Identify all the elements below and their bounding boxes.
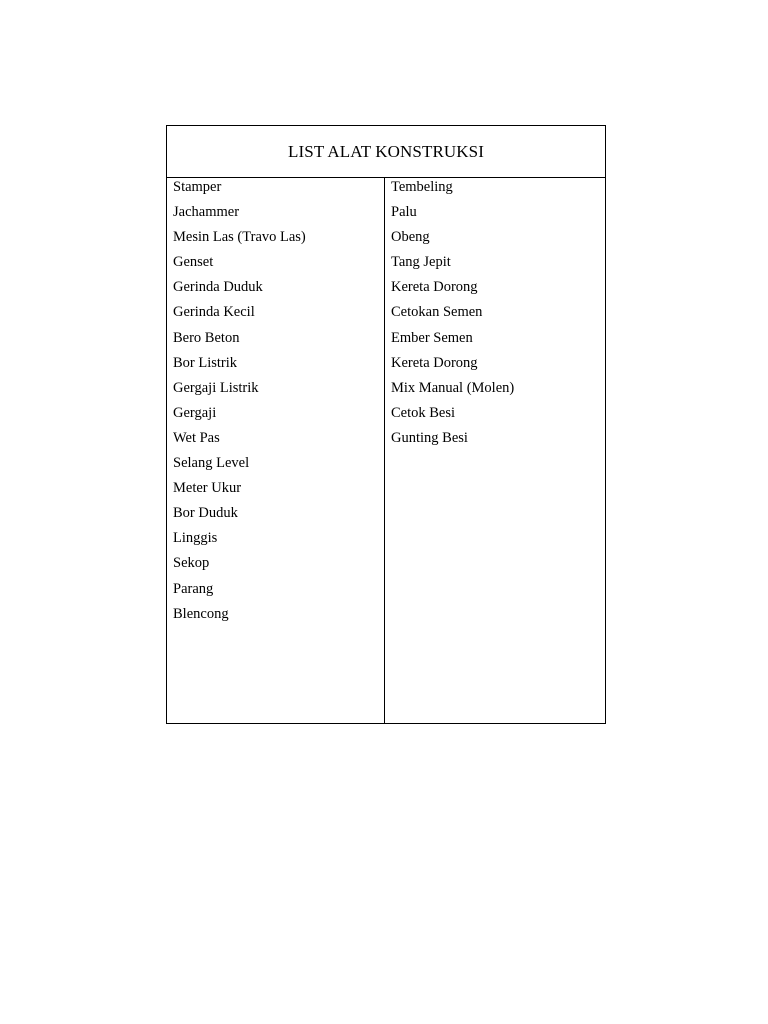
list-item: Bor Duduk: [173, 505, 238, 522]
list-item: Genset: [173, 254, 214, 271]
list-item: Sekop: [173, 555, 210, 572]
list-item: Bor Listrik: [173, 354, 238, 371]
list-item: Parang: [173, 580, 214, 597]
right-column: [385, 178, 605, 723]
left-column: [167, 178, 385, 723]
list-item: Linggis: [173, 530, 218, 547]
list-item: Selang Level: [173, 455, 250, 472]
list-item: Gergaji Listrik: [173, 379, 259, 396]
list-item: Bero Beton: [173, 329, 240, 346]
list-item: Stamper: [173, 179, 222, 195]
list-item: Cetokan Semen: [391, 304, 483, 321]
right-tool-list: [385, 178, 605, 454]
list-item: Tang Jepit: [391, 254, 451, 271]
list-item: Palu: [391, 204, 417, 221]
table-title: LIST ALAT KONSTRUKSI: [167, 126, 605, 178]
list-item: Ember Semen: [391, 329, 473, 346]
list-item: Blencong: [173, 605, 229, 622]
list-item: Gerinda Duduk: [173, 279, 263, 296]
list-item: Meter Ukur: [173, 480, 242, 497]
list-item: Tembeling: [391, 179, 453, 195]
left-tool-list: [167, 178, 384, 630]
list-item: Mix Manual (Molen): [391, 379, 515, 396]
list-item: Cetok Besi: [391, 404, 456, 421]
list-item: Gunting Besi: [391, 429, 468, 446]
list-item: Kereta Dorong: [391, 279, 478, 296]
list-item: Jachammer: [173, 204, 240, 221]
tool-list-table: [166, 125, 606, 724]
list-item: Obeng: [391, 229, 430, 246]
list-item: Kereta Dorong: [391, 354, 478, 371]
list-item: Gerinda Kecil: [173, 304, 255, 321]
list-item: Wet Pas: [173, 429, 220, 446]
list-item: Mesin Las (Travo Las): [173, 229, 306, 246]
list-item: Gergaji: [173, 404, 217, 421]
